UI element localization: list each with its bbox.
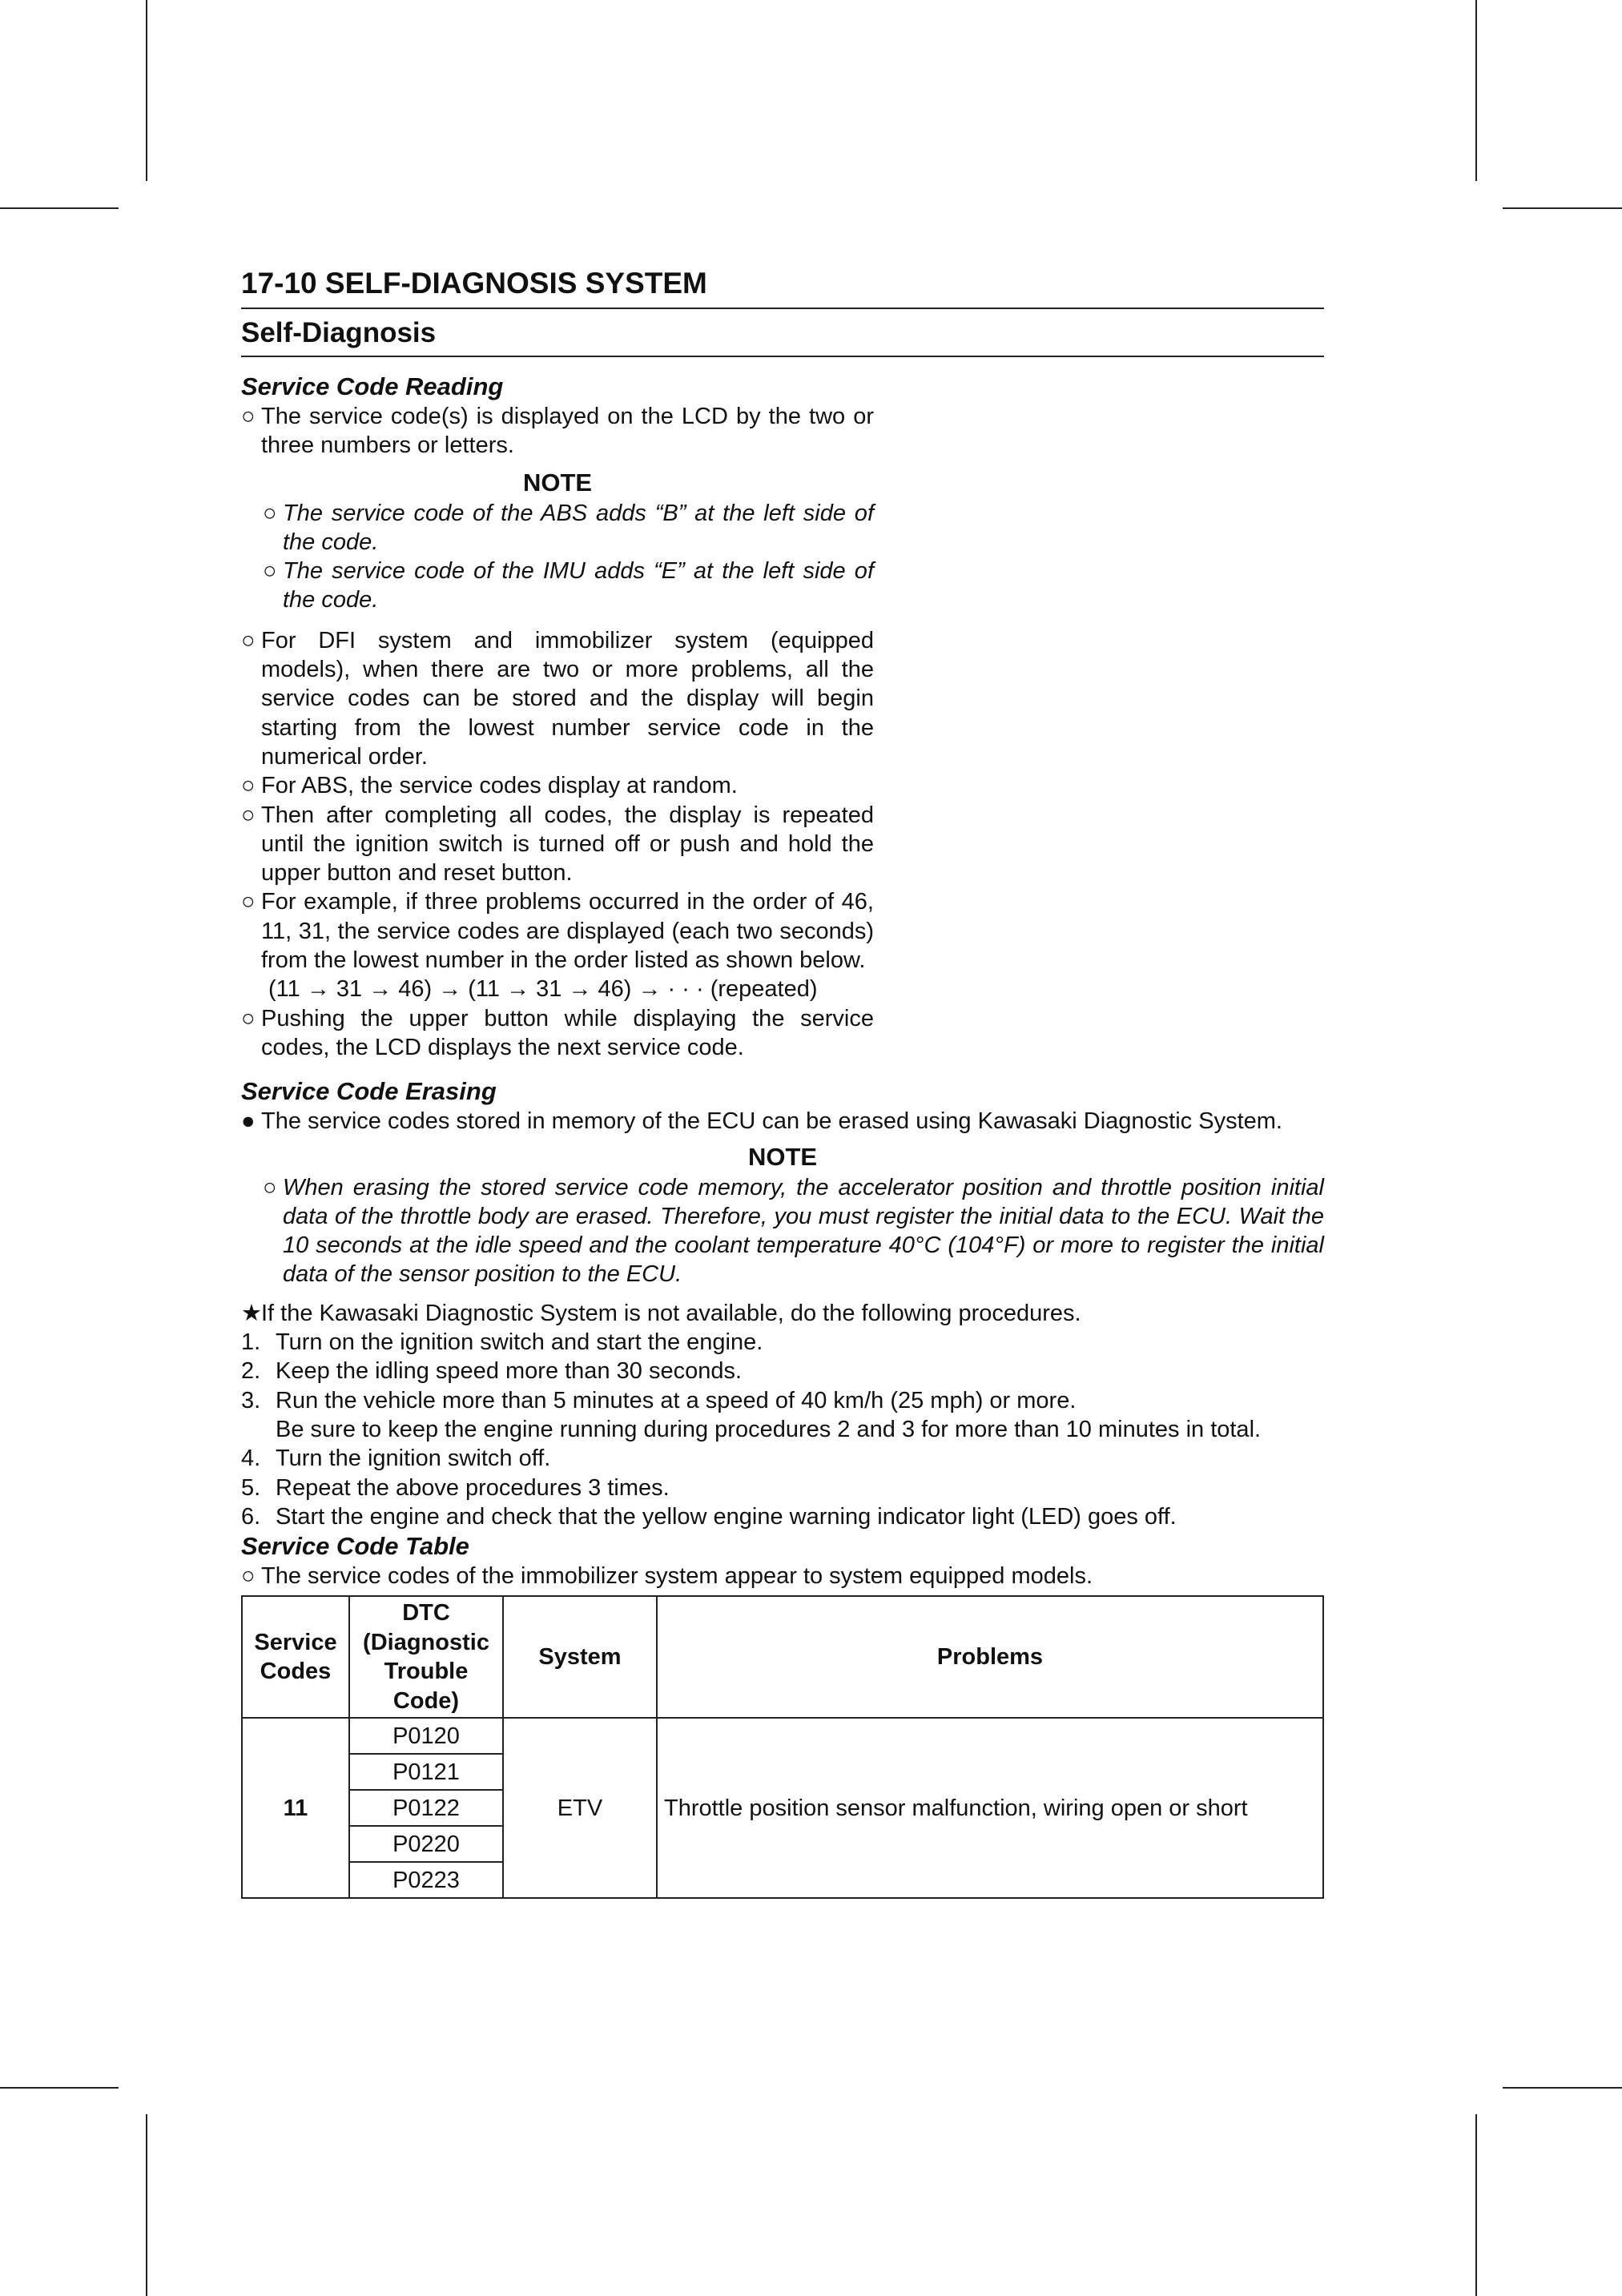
step-text: Start the engine and check that the yellow engine warning indicator light (LED) goes off. [276,1503,1177,1530]
note-heading: NOTE [522,468,593,497]
circle-bullet-icon: ○ [241,802,256,828]
circle-bullet-icon: ○ [241,1563,256,1590]
dtc-cell: P0223 [349,1862,503,1898]
step-number: 6. [241,1503,261,1530]
crop-mark [1503,2087,1622,2089]
circle-bullet-icon: ○ [241,404,256,429]
list-item-text: For DFI system and immobilizer system (equipped models), when there are two or more problems, all the service codes can be stored and the display will begin starting from the lowest number service code in the numerical order. [261,627,874,770]
header-dtc: DTC (Diagnostic Trouble Code) [349,1596,503,1718]
procedure-step [241,1502,1324,1531]
procedure-step [241,1386,1324,1415]
step-number: 5. [241,1474,261,1501]
step-number: 3. [241,1387,261,1413]
dtc-cell: P0220 [349,1826,503,1862]
circle-bullet-icon: ○ [241,1005,256,1031]
reading-heading: Service Code Reading [241,372,504,400]
erasing-bullet-text: The service codes stored in memory of the ECU can be erased using Kawasaki Diagnostic System. [261,1108,1282,1135]
crop-mark [146,2114,147,2296]
erasing-section [241,1076,1324,1899]
header-problems: Problems [657,1596,1323,1718]
star-icon: ★ [241,1300,262,1326]
step-number: 1. [241,1329,261,1356]
note-heading: NOTE [747,1142,818,1171]
procedure-step [241,1328,1324,1357]
list-item [241,801,874,888]
manual-page [241,264,1324,1899]
step-text: Repeat the above procedures 3 times. [276,1474,670,1501]
bullet-icon: ● [241,1108,256,1135]
step-note: Be sure to keep the engine running during procedures 2 and 3 for more than 10 minutes in total. [276,1416,1262,1442]
step-text: Turn on the ignition switch and start the engine. [276,1329,763,1356]
crop-mark [1475,2114,1477,2296]
circle-bullet-icon: ○ [263,1174,277,1200]
section-title: Self-Diagnosis [241,317,437,348]
crop-mark [1503,207,1622,209]
dtc-cell: P0121 [349,1754,503,1790]
list-item [241,887,874,975]
table-header-row [242,1596,1323,1718]
table-intro: The service codes of the immobilizer system appear to system equipped models. [261,1563,1093,1590]
service-code-cell: 11 [242,1718,349,1898]
list-item-text: For example, if three problems occurred in the order of 46, 11, 31, the service codes are displayed (each two seconds) from the lowest number in the order listed as shown below. [261,889,874,974]
list-item [241,1004,874,1063]
reading-intro: The service code(s) is displayed on the LCD by the two or three numbers or letters. [261,404,874,459]
procedure-step [241,1357,1324,1385]
section-rule [241,356,1324,357]
circle-bullet-icon: ○ [263,500,277,526]
list-item [241,626,874,771]
list-item [241,1107,1324,1136]
header-system: System [503,1596,657,1718]
note-item [241,499,874,557]
erasing-heading: Service Code Erasing [241,1077,497,1106]
dtc-cell: P0122 [349,1790,503,1826]
list-item-text: Pushing the upper button while displaying the service codes, the LCD displays the next service code. [261,1005,874,1060]
service-code-table [241,1595,1324,1899]
circle-bullet-icon: ○ [263,558,277,585]
note-text: When erasing the stored service code memory, the accelerator position and throttle position initial data of the throttle body are erased. Therefore, you must register the initial data to the ECU. Wait the 10 seconds at the idle speed and the coolant temperature 40°C (104°F) or more to register the initial data of the sensor position to the ECU. [283,1174,1324,1288]
header-service-codes: Service Codes [242,1596,349,1718]
note-item [241,557,874,615]
note-text: The service code of the IMU adds “E” at the left side of the code. [283,558,874,613]
list-item [241,402,874,460]
step-number: 2. [241,1358,261,1385]
reading-section [241,372,874,1062]
circle-bullet-icon: ○ [241,773,256,799]
list-item [241,771,874,800]
crop-mark [1475,0,1477,181]
step-text: Run the vehicle more than 5 minutes at a speed of 40 km/h (25 mph) or more. [276,1387,1077,1413]
note-item [241,1173,1324,1289]
note-text: The service code of the ABS adds “B” at the left side of the code. [283,500,874,555]
star-item-text: If the Kawasaki Diagnostic System is not available, do the following procedures. [261,1300,1081,1326]
procedure-step [241,1474,1324,1502]
crop-mark [0,207,119,209]
page-title: 17-10 SELF-DIAGNOSIS SYSTEM [241,267,707,300]
problem-cell: Throttle position sensor malfunction, wiring open or short [657,1718,1323,1898]
table-heading: Service Code Table [241,1532,469,1561]
table-row [242,1718,1323,1754]
circle-bullet-icon: ○ [241,889,256,915]
list-item-text: For ABS, the service codes display at random. [261,773,738,799]
procedure-step [241,1444,1324,1473]
list-item [241,1299,1324,1328]
step-number: 4. [241,1446,261,1472]
sequence-example: (11 → 31 → 46) → (11 → 31 → 46) → · · · (repeated) [268,976,818,1003]
list-item-text: Then after completing all codes, the display is repeated until the ignition switch is turned off or push and hold the upper button and reset button. [261,802,874,887]
dtc-cell: P0120 [349,1718,503,1754]
list-item [241,1562,1324,1590]
step-text: Turn the ignition switch off. [276,1446,551,1472]
circle-bullet-icon: ○ [241,627,256,653]
system-cell: ETV [503,1718,657,1898]
crop-mark [146,0,147,181]
crop-mark [0,2087,119,2089]
title-rule [241,308,1324,309]
step-text: Keep the idling speed more than 30 seconds. [276,1358,743,1385]
